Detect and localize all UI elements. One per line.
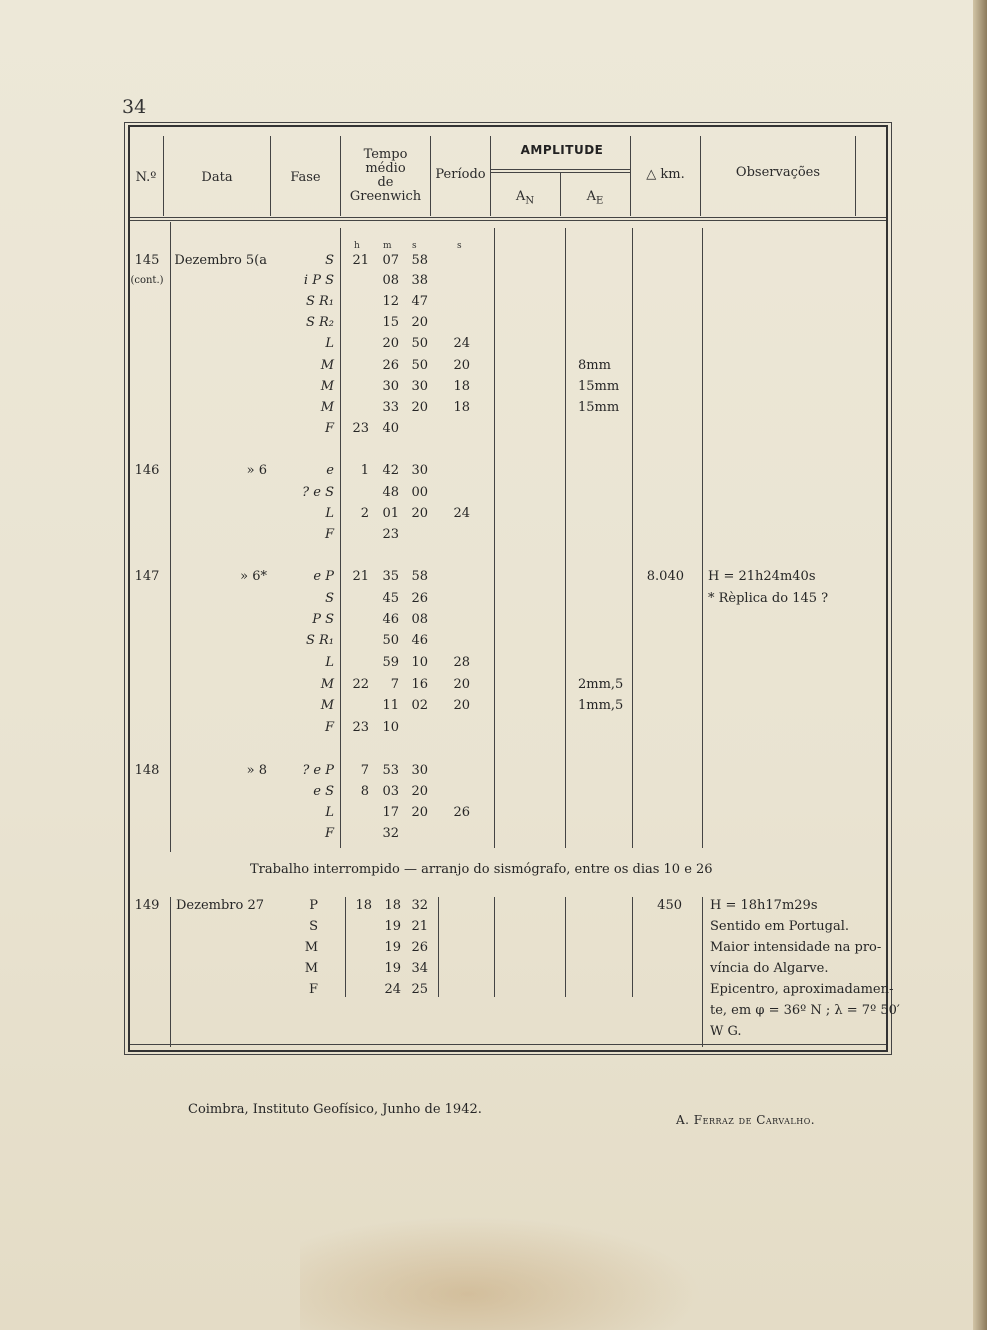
row-number: 146 <box>134 463 160 478</box>
header-number: N.º <box>135 170 157 185</box>
row-observation: víncia do Algarve. <box>710 961 829 976</box>
col-divider <box>170 897 171 1047</box>
header-time-1: Tempo <box>363 147 408 162</box>
row-minutes: 20 <box>382 336 399 351</box>
header-time-4: Greenwich <box>349 189 422 204</box>
row-phase: L <box>325 506 334 521</box>
row-phase: e S <box>313 784 334 799</box>
amplitude-divider <box>490 169 630 170</box>
page-edge <box>973 0 987 1330</box>
row-seconds: 30 <box>411 379 428 394</box>
row-seconds: 20 <box>411 400 428 415</box>
row-seconds: 20 <box>411 315 428 330</box>
row-minutes: 30 <box>382 379 399 394</box>
row-minutes: 03 <box>382 784 399 799</box>
header-phase: Fase <box>290 170 321 185</box>
header-distance: △ km. <box>646 167 685 182</box>
unit-hours: h <box>354 241 360 251</box>
row-date: » 8 <box>246 763 267 778</box>
row-phase: S <box>325 591 334 606</box>
row-amplitude-e: 15mm <box>578 379 620 394</box>
row-phase: ? e P <box>302 763 334 778</box>
row-period: 28 <box>453 655 470 670</box>
header-bottom-rule <box>130 217 886 218</box>
row-hours: 18 <box>355 898 372 913</box>
header-bottom-rule <box>130 220 886 221</box>
row-minutes: 40 <box>382 421 399 436</box>
col-divider <box>565 897 566 997</box>
row-minutes: 35 <box>382 569 399 584</box>
row-phase: F <box>324 527 334 542</box>
row-seconds: 20 <box>411 784 428 799</box>
unit-period: s <box>457 241 462 251</box>
col-divider <box>494 897 495 997</box>
row-minutes: 45 <box>382 591 399 606</box>
row-date: Dezembro 5(a <box>174 253 267 268</box>
row-amplitude-e: 15mm <box>578 400 620 415</box>
row-number: 145 <box>134 253 160 268</box>
row-amplitude-e: 1mm,5 <box>578 698 624 713</box>
header-period: Período <box>435 167 486 182</box>
row-phase: M <box>304 940 318 955</box>
row-seconds: 58 <box>411 253 428 268</box>
row-minutes: 32 <box>382 826 399 841</box>
row-minutes: 19 <box>384 940 401 955</box>
row-seconds: 50 <box>411 336 428 351</box>
row-period: 18 <box>453 379 470 394</box>
row-period: 20 <box>453 698 470 713</box>
row-phase: M <box>320 358 334 373</box>
row-number: 148 <box>134 763 160 778</box>
row-seconds: 00 <box>411 485 428 500</box>
row-minutes: 59 <box>382 655 399 670</box>
row-hours: 2 <box>360 506 369 521</box>
row-distance: 8.040 <box>646 569 684 584</box>
paper-stain <box>300 1210 720 1330</box>
row-hours: 23 <box>352 720 369 735</box>
row-period: 24 <box>453 506 470 521</box>
row-minutes: 01 <box>382 506 399 521</box>
row-amplitude-e: 2mm,5 <box>578 677 624 692</box>
row-seconds: 08 <box>411 612 428 627</box>
col-divider <box>345 897 346 997</box>
row-phase: L <box>325 655 334 670</box>
row-phase: M <box>320 400 334 415</box>
row-period: 20 <box>453 677 470 692</box>
col-divider <box>565 228 566 848</box>
row-date: » 6 <box>246 463 267 478</box>
row-minutes: 08 <box>382 273 399 288</box>
row-observation: Sentido em Portugal. <box>710 919 850 934</box>
row-observation: H = 18h17m29s <box>710 898 818 913</box>
row-minutes: 7 <box>390 677 399 692</box>
row-period: 24 <box>453 336 470 351</box>
row-seconds: 34 <box>411 961 428 976</box>
row-period: 26 <box>453 805 470 820</box>
row-minutes: 10 <box>382 720 399 735</box>
row-seconds: 26 <box>411 940 428 955</box>
col-divider <box>170 222 171 852</box>
row-phase: M <box>320 698 334 713</box>
row-minutes: 07 <box>382 253 399 268</box>
row-phase: e P <box>313 569 334 584</box>
header-date: Data <box>201 170 233 185</box>
row-period: 20 <box>453 358 470 373</box>
row-seconds: 21 <box>411 919 428 934</box>
row-minutes: 19 <box>384 919 401 934</box>
row-seconds: 30 <box>411 763 428 778</box>
header-amplitude: AMPLITUDE <box>520 143 604 157</box>
row-seconds: 46 <box>411 633 428 648</box>
row-observation: W G. <box>710 1024 742 1039</box>
row-observation: Epicentro, aproximadamen- <box>710 982 894 997</box>
row-phase: S <box>325 253 334 268</box>
row-minutes: 50 <box>382 633 399 648</box>
col-divider <box>702 897 703 1047</box>
row-minutes: 26 <box>382 358 399 373</box>
row-period: 18 <box>453 400 470 415</box>
row-seconds: 20 <box>411 506 428 521</box>
row-phase: M <box>320 677 334 692</box>
row-observation: te, em φ = 36º N ; λ = 7º 50′ <box>710 1003 900 1018</box>
row-minutes: 19 <box>384 961 401 976</box>
row-phase: S R₁ <box>305 294 334 309</box>
row-phase: F <box>308 982 318 997</box>
col-divider <box>438 897 439 997</box>
row-phase: S R₁ <box>305 633 334 648</box>
row-number: (cont.) <box>130 275 164 286</box>
unit-minutes: m <box>383 241 392 251</box>
row-observation: Maior intensidade na pro- <box>710 940 882 955</box>
header-time-3: de <box>377 175 394 190</box>
signature-author: A. Ferraz de Carvalho. <box>676 1113 816 1127</box>
col-divider <box>340 228 341 848</box>
page-number: 34 <box>122 96 147 118</box>
row-seconds: 58 <box>411 569 428 584</box>
row-amplitude-e: 8mm <box>578 358 611 373</box>
row-minutes: 17 <box>382 805 399 820</box>
row-phase: ? e S <box>302 485 334 500</box>
row-number: 149 <box>134 898 160 913</box>
header-time-2: médio <box>365 161 406 176</box>
row-seconds: 50 <box>411 358 428 373</box>
row-phase: F <box>324 421 334 436</box>
row-minutes: 15 <box>382 315 399 330</box>
bottom-rule <box>130 1044 886 1045</box>
row-phase: e <box>326 463 334 478</box>
row-seconds: 20 <box>411 805 428 820</box>
col-divider <box>632 228 633 848</box>
row-phase: P S <box>312 612 334 627</box>
header-observations: Observações <box>735 165 821 180</box>
row-minutes: 11 <box>382 698 399 713</box>
col-divider <box>494 228 495 848</box>
row-seconds: 32 <box>411 898 428 913</box>
row-seconds: 47 <box>411 294 428 309</box>
row-phase: F <box>324 826 334 841</box>
row-minutes: 46 <box>382 612 399 627</box>
row-hours: 22 <box>352 677 369 692</box>
row-date: Dezembro 27 <box>176 898 265 913</box>
header-ae-letter: A <box>586 189 597 204</box>
row-seconds: 25 <box>411 982 428 997</box>
row-seconds: 02 <box>411 698 428 713</box>
header-an-letter: A <box>515 189 526 204</box>
row-phase: L <box>325 805 334 820</box>
row-hours: 1 <box>360 463 369 478</box>
row-observation: H = 21h24m40s <box>708 569 816 584</box>
row-phase: i P S <box>303 273 334 288</box>
row-hours: 7 <box>360 763 369 778</box>
row-observation: * Rèplica do 145 ? <box>708 591 829 606</box>
row-phase: F <box>324 720 334 735</box>
row-date: » 6* <box>240 569 267 584</box>
row-minutes: 53 <box>382 763 399 778</box>
signature-place: Coimbra, Instituto Geofísico, Junho de 1942. <box>188 1102 482 1117</box>
header-an-sub: N <box>525 195 535 207</box>
row-minutes: 24 <box>384 982 401 997</box>
row-minutes: 48 <box>382 485 399 500</box>
row-hours: 8 <box>360 784 369 799</box>
row-phase: S R₂ <box>305 315 334 330</box>
header-an <box>490 190 560 209</box>
row-hours: 21 <box>352 253 369 268</box>
row-number: 147 <box>134 569 160 584</box>
row-distance: 450 <box>657 898 682 913</box>
row-phase: L <box>325 336 334 351</box>
header-ae <box>560 190 630 209</box>
row-minutes: 33 <box>382 400 399 415</box>
unit-seconds: s <box>412 241 417 251</box>
col-divider <box>702 228 703 848</box>
row-phase: M <box>304 961 318 976</box>
row-phase: S <box>309 919 318 934</box>
row-seconds: 30 <box>411 463 428 478</box>
col-divider <box>855 136 856 216</box>
row-seconds: 10 <box>411 655 428 670</box>
row-minutes: 12 <box>382 294 399 309</box>
row-hours: 21 <box>352 569 369 584</box>
row-minutes: 18 <box>384 898 401 913</box>
row-seconds: 38 <box>411 273 428 288</box>
row-phase: M <box>320 379 334 394</box>
row-seconds: 16 <box>411 677 428 692</box>
row-minutes: 42 <box>382 463 399 478</box>
row-hours: 23 <box>352 421 369 436</box>
interruption-note: Trabalho interrompido — arranjo do sismógrafo, entre os dias 10 e 26 <box>250 862 713 877</box>
row-minutes: 23 <box>382 527 399 542</box>
header-ae-sub: E <box>596 195 604 207</box>
row-phase: P <box>309 898 318 913</box>
row-seconds: 26 <box>411 591 428 606</box>
